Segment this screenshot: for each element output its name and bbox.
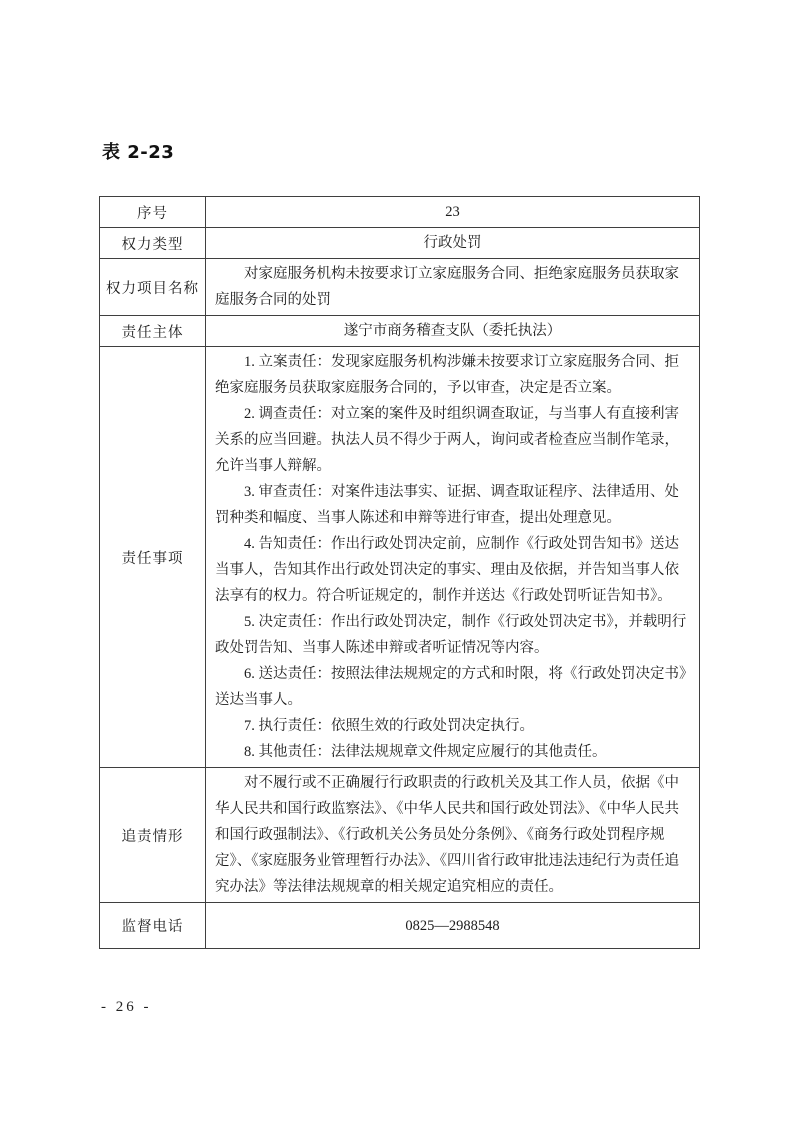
responsibility-item-4: 4. 告知责任：作出行政处罚决定前，应制作《行政处罚告知书》送达当事人，告知其作出行政处罚决定的事实、理由及依据，并告知当事人依法享有的权力。符合听证规定的，制作并送达《行政处罚听证告知书》。 — [215, 536, 679, 604]
table-row-accountability — [100, 768, 700, 903]
table-row-xuhao — [100, 197, 700, 228]
responsibility-item-7: 7. 执行责任：依照生效的行政处罚决定执行。 — [244, 718, 534, 734]
responsibility-item-5: 5. 决定责任：作出行政处罚决定，制作《行政处罚决定书》，并载明行政处罚告知、当事人陈述申辩或者听证情况等内容。 — [215, 614, 687, 656]
row-label-xuhao: 序号 — [100, 197, 206, 228]
row-label-supervision-phone: 监督电话 — [100, 903, 206, 949]
row-value-xuhao: 23 — [206, 197, 700, 228]
row-label-power-item-name: 权力项目名称 — [100, 259, 206, 316]
row-label-accountability: 追责情形 — [100, 768, 206, 903]
table-row-power-type — [100, 228, 700, 259]
power-item-name-text: 对家庭服务机构未按要求订立家庭服务合同、拒绝家庭服务员获取家庭服务合同的处罚 — [215, 266, 679, 308]
responsibility-item-8: 8. 其他责任：法律法规规章文件规定应履行的其他责任。 — [244, 744, 607, 760]
row-value-accountability — [206, 768, 700, 903]
accountability-text: 对不履行或不正确履行行政职责的行政机关及其工作人员，依据《中华人民共和国行政监察法》、《中华人民共和国行政处罚法》、《中华人民共和国行政强制法》、《行政机关公务员处分条例》、《商务行政处罚程序规定》、《家庭服务业管理暂行办法》、《四川省行政审批违法违纪行为责任追究办法》等法律法规规章的相关规定追究相应的责任。 — [215, 775, 679, 895]
row-value-supervision-phone: 0825—2988548 — [206, 903, 700, 949]
responsibility-item-3: 3. 审查责任：对案件违法事实、证据、调查取证程序、法律适用、处罚种类和幅度、当事人陈述和申辩等进行审查，提出处理意见。 — [215, 484, 679, 526]
responsibility-item-6: 6. 送达责任：按照法律法规规定的方式和时限，将《行政处罚决定书》送达当事人。 — [215, 666, 687, 708]
table-row-supervision-phone — [100, 903, 700, 949]
row-value-power-type: 行政处罚 — [206, 228, 700, 259]
row-label-responsibility-items: 责任事项 — [100, 347, 206, 768]
table-row-responsible-entity — [100, 316, 700, 347]
responsibility-item-1: 1. 立案责任：发现家庭服务机构涉嫌未按要求订立家庭服务合同、拒绝家庭服务员获取家庭服务合同的，予以审查，决定是否立案。 — [215, 354, 679, 396]
table-row-power-item-name — [100, 259, 700, 316]
row-value-power-item-name — [206, 259, 700, 316]
responsibility-item-2: 2. 调查责任：对立案的案件及时组织调查取证，与当事人有直接利害关系的应当回避。执法人员不得少于两人，询问或者检查应当制作笔录，允许当事人辩解。 — [215, 406, 679, 474]
row-label-power-type: 权力类型 — [100, 228, 206, 259]
page-number: - 26 - — [101, 999, 152, 1015]
table-caption: 表 2-23 — [102, 142, 175, 163]
row-value-responsibility-items — [206, 347, 700, 768]
power-item-table — [99, 196, 700, 949]
table-row-responsibility-items — [100, 347, 700, 768]
row-label-responsible-entity: 责任主体 — [100, 316, 206, 347]
row-value-responsible-entity: 遂宁市商务稽查支队（委托执法） — [206, 316, 700, 347]
